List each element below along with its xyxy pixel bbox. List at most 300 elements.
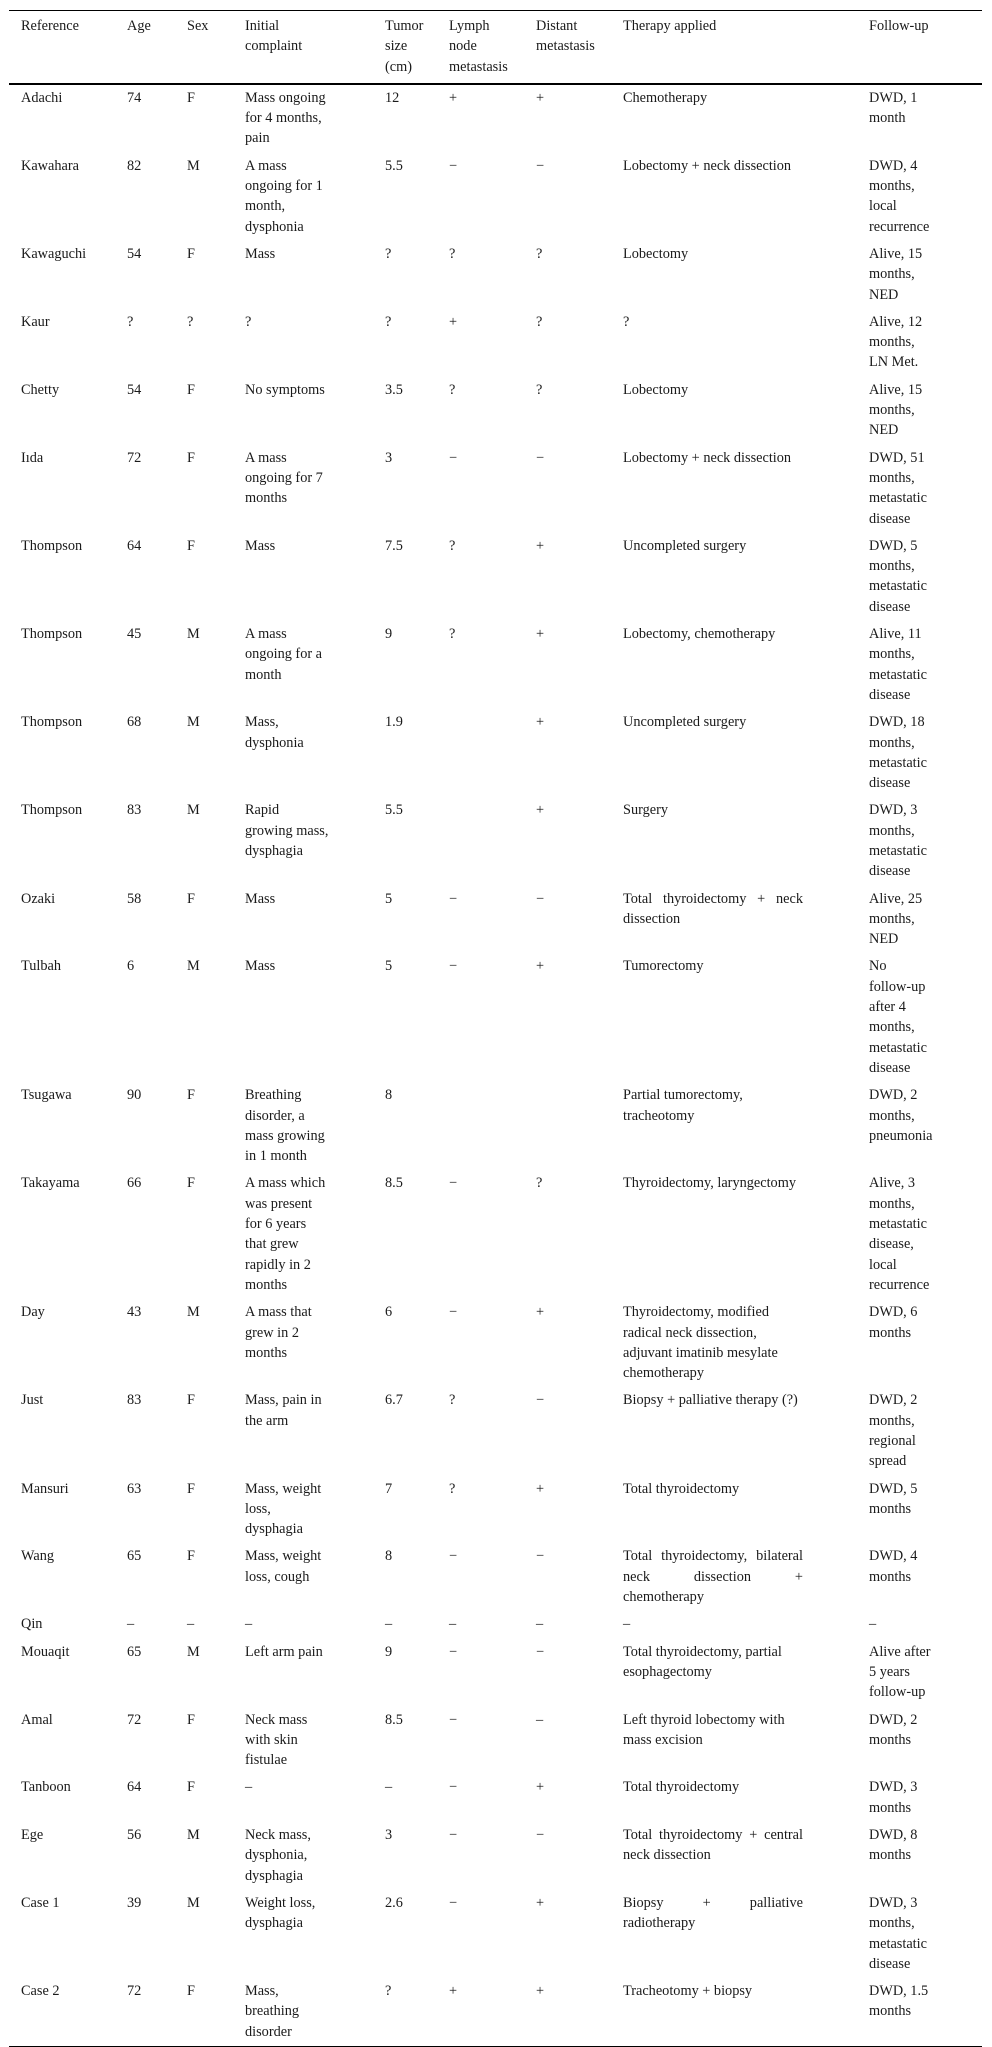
table-row	[9, 445, 982, 533]
cell-text: Alive, 15 months, NED	[869, 245, 923, 303]
cell-therapy-applied	[623, 797, 869, 885]
table-row	[9, 84, 982, 153]
header-reference	[9, 11, 127, 84]
cell-text: DWD, 2 months	[869, 1711, 918, 1748]
table-row	[9, 1707, 982, 1775]
cell-follow-up	[869, 241, 982, 309]
cell-text: Uncompleted surgery	[623, 537, 747, 554]
cell-tumor-size	[385, 1170, 449, 1299]
cell-therapy-applied	[623, 241, 869, 309]
cell-reference	[9, 1543, 127, 1611]
cell-text: Alive, 11 months, metastatic disease	[869, 626, 927, 703]
cell-text: ?	[449, 626, 456, 643]
table-row	[9, 621, 982, 709]
cell-lymph-node-metastasis	[449, 1387, 536, 1475]
cell-text: +	[449, 313, 458, 330]
cell-initial-complaint	[245, 1543, 385, 1611]
cell-text: 54	[127, 245, 142, 262]
cell-tumor-size	[385, 153, 449, 241]
cell-text: 65	[127, 1548, 142, 1565]
header-sex	[187, 11, 245, 84]
cell-initial-complaint	[245, 953, 385, 1082]
cell-text: Case 1	[21, 1894, 60, 1911]
cell-text: Thompson	[21, 714, 83, 731]
cell-follow-up	[869, 533, 982, 621]
cell-lymph-node-metastasis	[449, 1639, 536, 1707]
cell-text: +	[536, 1304, 545, 1321]
cell-initial-complaint	[245, 1978, 385, 2046]
cell-text: Takayama	[21, 1175, 80, 1192]
cell-text: DWD, 3 months, metastatic disease	[869, 802, 927, 880]
cell-text: Mass ongoing for 4 months, pain	[245, 89, 326, 147]
cell-age	[127, 1890, 187, 1978]
cell-lymph-node-metastasis	[449, 533, 536, 621]
cell-text: A mass that grew in 2 months	[245, 1304, 312, 1361]
header-label: Age	[127, 18, 151, 34]
cell-text: DWD, 8 months	[869, 1827, 918, 1864]
cell-age	[127, 153, 187, 241]
table-row	[9, 1476, 982, 1544]
cell-text: 43	[127, 1304, 142, 1321]
cell-therapy-applied	[623, 533, 869, 621]
cell-text: –	[245, 1616, 253, 1633]
cell-text: M	[187, 958, 200, 975]
cell-text: Total thyroidectomy, partial esophagectomy	[623, 1643, 782, 1680]
cell-sex	[187, 1978, 245, 2046]
cell-sex	[187, 1890, 245, 1978]
cell-lymph-node-metastasis	[449, 621, 536, 709]
cell-text: 9	[385, 1643, 393, 1660]
cell-text: 8.5	[385, 1711, 403, 1728]
cell-initial-complaint	[245, 1170, 385, 1299]
cell-text: 2.6	[385, 1894, 403, 1911]
cell-age	[127, 1774, 187, 1822]
cell-text: 82	[127, 157, 142, 174]
cell-sex	[187, 84, 245, 153]
cell-distant-metastasis	[536, 1476, 623, 1544]
cell-follow-up	[869, 84, 982, 153]
cell-sex	[187, 1476, 245, 1544]
cell-age	[127, 445, 187, 533]
cell-reference	[9, 886, 127, 954]
cell-text: Weight loss, dysphagia	[245, 1894, 316, 1932]
cell-initial-complaint	[245, 709, 385, 797]
cell-text: −	[449, 890, 458, 907]
cell-text: M	[187, 157, 200, 174]
cell-text: Case 2	[21, 1983, 60, 2000]
header-lymph-node-metastasis	[449, 11, 536, 84]
cell-follow-up	[869, 445, 982, 533]
cell-text: –	[449, 1616, 457, 1633]
cell-text: −	[449, 157, 458, 174]
cell-tumor-size	[385, 309, 449, 377]
cell-age	[127, 1476, 187, 1544]
cell-sex	[187, 1299, 245, 1387]
cell-reference	[9, 1387, 127, 1475]
header-label: Reference	[21, 18, 79, 34]
cell-text: −	[449, 1548, 458, 1565]
cell-text: Lobectomy, chemotherapy	[623, 626, 776, 643]
cell-text: Total thyroidectomy	[623, 1480, 740, 1497]
cell-distant-metastasis	[536, 1611, 623, 1638]
table-row	[9, 1774, 982, 1822]
cell-text: DWD, 5 months	[869, 1480, 918, 1517]
cell-initial-complaint	[245, 1774, 385, 1822]
header-initial-complaint	[245, 11, 385, 84]
cell-lymph-node-metastasis	[449, 797, 536, 885]
header-label: Tumor size (cm)	[385, 18, 424, 75]
cell-text: Tulbah	[21, 958, 61, 975]
cell-text: 74	[127, 89, 142, 106]
cell-text: Breathing disorder, a mass growing in 1 month	[245, 1087, 325, 1165]
cell-tumor-size	[385, 1822, 449, 1890]
cell-text: F	[187, 245, 195, 262]
cell-therapy-applied	[623, 84, 869, 153]
cell-text: DWD, 5 months, metastatic disease	[869, 537, 927, 615]
cell-distant-metastasis	[536, 1774, 623, 1822]
cell-age	[127, 797, 187, 885]
cell-text: +	[536, 537, 545, 554]
cell-age	[127, 533, 187, 621]
cell-initial-complaint	[245, 1890, 385, 1978]
cell-text: Mass, dysphonia	[245, 714, 304, 751]
cell-initial-complaint	[245, 1707, 385, 1775]
cell-text: +	[536, 802, 545, 819]
cell-text: Adachi	[21, 89, 63, 106]
table-row	[9, 953, 982, 1082]
cell-lymph-node-metastasis	[449, 1890, 536, 1978]
header-follow-up	[869, 11, 982, 84]
cell-text: Surgery	[623, 802, 669, 819]
cell-reference	[9, 1082, 127, 1170]
cell-text: A mass ongoing for 1 month, dysphonia	[245, 157, 323, 235]
cell-lymph-node-metastasis	[449, 1611, 536, 1638]
cell-text: F	[187, 1175, 195, 1192]
cell-text: 3	[385, 449, 393, 466]
header-age	[127, 11, 187, 84]
cell-lymph-node-metastasis	[449, 445, 536, 533]
cell-text: ?	[385, 245, 392, 262]
table-row	[9, 153, 982, 241]
cell-lymph-node-metastasis	[449, 1476, 536, 1544]
cell-tumor-size	[385, 1774, 449, 1822]
cell-text: 7	[385, 1480, 393, 1497]
cell-text: Qin	[21, 1616, 43, 1633]
cell-therapy-applied	[623, 621, 869, 709]
cell-reference	[9, 1774, 127, 1822]
cell-text: +	[536, 1983, 545, 2000]
cell-distant-metastasis	[536, 309, 623, 377]
cell-sex	[187, 1387, 245, 1475]
cell-reference	[9, 1822, 127, 1890]
cell-text: F	[187, 89, 195, 106]
cell-follow-up	[869, 1890, 982, 1978]
cell-text: −	[536, 1827, 545, 1844]
cell-text: −	[449, 1827, 458, 1844]
cell-age	[127, 84, 187, 153]
cell-lymph-node-metastasis	[449, 1543, 536, 1611]
cell-sex	[187, 886, 245, 954]
cell-follow-up	[869, 309, 982, 377]
cell-text: +	[536, 1779, 545, 1796]
cell-text: 5.5	[385, 157, 403, 174]
cell-text: 3	[385, 1827, 393, 1844]
cell-initial-complaint	[245, 621, 385, 709]
cell-text: M	[187, 1304, 200, 1321]
cell-tumor-size	[385, 377, 449, 445]
cell-text: Mass	[245, 245, 276, 262]
table-header	[9, 11, 982, 84]
cell-tumor-size	[385, 1611, 449, 1638]
cell-text: Kaur	[21, 313, 50, 330]
cell-age	[127, 377, 187, 445]
cell-text: –	[869, 1616, 877, 1633]
cell-text: DWD, 3 months	[869, 1779, 918, 1816]
cell-text: Left arm pain	[245, 1643, 323, 1660]
cell-age	[127, 1707, 187, 1775]
cell-lymph-node-metastasis	[449, 309, 536, 377]
cell-text: Alive, 3 months, metastatic disease, local recurrence	[869, 1175, 930, 1293]
cell-follow-up	[869, 1774, 982, 1822]
table-row	[9, 241, 982, 309]
cell-therapy-applied	[623, 709, 869, 797]
cell-text: Mass, breathing disorder	[245, 1983, 299, 2040]
cell-tumor-size	[385, 1707, 449, 1775]
cell-text: −	[449, 449, 458, 466]
cell-initial-complaint	[245, 153, 385, 241]
cell-therapy-applied	[623, 377, 869, 445]
cell-text: F	[187, 1548, 195, 1565]
cell-lymph-node-metastasis	[449, 1707, 536, 1775]
cell-text: Wang	[21, 1548, 54, 1565]
cell-text: Mouaqit	[21, 1643, 70, 1660]
cell-text: F	[187, 381, 195, 398]
cell-text: Mass	[245, 537, 276, 554]
cell-text: −	[449, 1894, 458, 1911]
cell-initial-complaint	[245, 309, 385, 377]
cell-text: –	[385, 1616, 393, 1633]
cell-follow-up	[869, 1822, 982, 1890]
cell-text: –	[245, 1779, 253, 1796]
cell-text: 1.9	[385, 714, 403, 731]
cell-follow-up	[869, 1170, 982, 1299]
table-row	[9, 309, 982, 377]
cell-therapy-applied	[623, 153, 869, 241]
cell-text: 6	[127, 958, 135, 975]
cell-age	[127, 241, 187, 309]
cell-text: –	[536, 1616, 544, 1633]
cell-lymph-node-metastasis	[449, 1978, 536, 2046]
table-row	[9, 1543, 982, 1611]
cell-sex	[187, 1543, 245, 1611]
cell-text: DWD, 6 months	[869, 1304, 918, 1341]
cell-sex	[187, 1639, 245, 1707]
cell-text: ?	[536, 381, 543, 398]
cell-text: DWD, 2 months, regional spread	[869, 1392, 918, 1470]
cell-follow-up	[869, 1978, 982, 2046]
table-row	[9, 1890, 982, 1978]
cell-text: Mass	[245, 890, 276, 907]
cell-initial-complaint	[245, 886, 385, 954]
cell-text: F	[187, 890, 195, 907]
cell-distant-metastasis	[536, 445, 623, 533]
cell-distant-metastasis	[536, 797, 623, 885]
cell-reference	[9, 1978, 127, 2046]
cell-text: 54	[127, 381, 142, 398]
table-row	[9, 1170, 982, 1299]
cell-text: Mass, weight loss, cough	[245, 1548, 322, 1585]
cell-text: –	[536, 1711, 544, 1728]
cell-therapy-applied	[623, 886, 869, 954]
cell-text: Day	[21, 1304, 45, 1321]
cell-text: F	[187, 1983, 195, 2000]
cell-text: 72	[127, 449, 142, 466]
cell-reference	[9, 241, 127, 309]
cell-therapy-applied	[623, 953, 869, 1082]
cell-distant-metastasis	[536, 953, 623, 1082]
cell-text: –	[187, 1616, 195, 1633]
cell-text: M	[187, 1643, 200, 1660]
cell-therapy-applied	[623, 445, 869, 533]
cell-tumor-size	[385, 241, 449, 309]
case-table	[9, 10, 982, 2047]
cell-age	[127, 709, 187, 797]
cell-therapy-applied	[623, 1082, 869, 1170]
cell-therapy-applied	[623, 1611, 869, 1638]
cell-distant-metastasis	[536, 241, 623, 309]
cell-text: Alive, 12 months, LN Met.	[869, 313, 923, 371]
cell-text: 6	[385, 1304, 393, 1321]
header-label: Distant metastasis	[536, 18, 595, 55]
cell-text: 3.5	[385, 381, 403, 398]
cell-text: 66	[127, 1175, 142, 1192]
cell-text: −	[449, 1779, 458, 1796]
cell-text: F	[187, 449, 195, 466]
cell-text: Iıda	[21, 449, 44, 466]
cell-text: 72	[127, 1983, 142, 2000]
cell-follow-up	[869, 1299, 982, 1387]
cell-reference	[9, 153, 127, 241]
cell-text: Total thyroidectomy + central neck dissection	[623, 1827, 803, 1864]
cell-text: DWD, 18 months, metastatic disease	[869, 714, 927, 792]
cell-text: No follow-up after 4 months, metastatic disease	[869, 958, 927, 1076]
cell-follow-up	[869, 153, 982, 241]
cell-text: DWD, 1 month	[869, 89, 918, 127]
cell-follow-up	[869, 953, 982, 1082]
cell-text: No symptoms	[245, 381, 325, 398]
cell-text: 83	[127, 802, 142, 819]
cell-follow-up	[869, 1707, 982, 1775]
cell-text: Biopsy + palliative therapy (?)	[623, 1392, 798, 1409]
cell-therapy-applied	[623, 1299, 869, 1387]
cell-reference	[9, 1170, 127, 1299]
cell-text: 6.7	[385, 1392, 403, 1409]
cell-text: Kawaguchi	[21, 245, 87, 262]
cell-text: –	[385, 1779, 393, 1796]
cell-text: −	[449, 1304, 458, 1321]
cell-text: +	[536, 1894, 545, 1911]
cell-sex	[187, 533, 245, 621]
cell-therapy-applied	[623, 309, 869, 377]
cell-text: 5	[385, 958, 393, 975]
cell-initial-complaint	[245, 1611, 385, 1638]
cell-text: 7.5	[385, 537, 403, 554]
cell-reference	[9, 953, 127, 1082]
cell-text: Lobectomy	[623, 245, 689, 262]
cell-text: ?	[449, 381, 456, 398]
cell-text: +	[536, 626, 545, 643]
cell-text: +	[449, 1983, 458, 2000]
cell-follow-up	[869, 1387, 982, 1475]
cell-sex	[187, 953, 245, 1082]
cell-text: ?	[536, 245, 543, 262]
table-row	[9, 797, 982, 885]
cell-follow-up	[869, 621, 982, 709]
cell-tumor-size	[385, 709, 449, 797]
cell-text: −	[449, 958, 458, 975]
cell-text: ?	[449, 245, 456, 262]
cell-age	[127, 1639, 187, 1707]
cell-age	[127, 621, 187, 709]
cell-text: M	[187, 714, 200, 731]
cell-text: Ege	[21, 1827, 44, 1844]
cell-text: M	[187, 626, 200, 643]
cell-text: 8.5	[385, 1175, 403, 1192]
cell-text: 56	[127, 1827, 142, 1844]
cell-age	[127, 953, 187, 1082]
cell-lymph-node-metastasis	[449, 377, 536, 445]
cell-lymph-node-metastasis	[449, 241, 536, 309]
cell-lymph-node-metastasis	[449, 1299, 536, 1387]
cell-text: DWD, 51 months, metastatic disease	[869, 449, 927, 527]
table-row	[9, 377, 982, 445]
cell-age	[127, 886, 187, 954]
cell-text: Tsugawa	[21, 1087, 72, 1104]
cell-text: ?	[449, 1392, 456, 1409]
cell-reference	[9, 445, 127, 533]
cell-text: M	[187, 1894, 200, 1911]
cell-text: 65	[127, 1643, 142, 1660]
cell-text: F	[187, 1392, 195, 1409]
table-row	[9, 533, 982, 621]
cell-distant-metastasis	[536, 153, 623, 241]
cell-text: +	[536, 89, 545, 106]
cell-text: ?	[623, 313, 630, 330]
cell-sex	[187, 377, 245, 445]
cell-initial-complaint	[245, 241, 385, 309]
cell-age	[127, 1082, 187, 1170]
cell-age	[127, 1299, 187, 1387]
cell-reference	[9, 797, 127, 885]
cell-text: Chemotherapy	[623, 89, 708, 106]
cell-text: Mass, weight loss, dysphagia	[245, 1480, 322, 1538]
cell-lymph-node-metastasis	[449, 886, 536, 954]
cell-age	[127, 1543, 187, 1611]
cell-therapy-applied	[623, 1707, 869, 1775]
header-label: Lymph node metastasis	[449, 18, 508, 75]
cell-reference	[9, 377, 127, 445]
cell-sex	[187, 241, 245, 309]
cell-follow-up	[869, 1082, 982, 1170]
cell-text: Rapid growing mass, dysphagia	[245, 802, 329, 859]
cell-text: ?	[536, 313, 543, 330]
cell-tumor-size	[385, 797, 449, 885]
cell-text: DWD, 4 months	[869, 1548, 918, 1585]
cell-text: Total thyroidectomy	[623, 1779, 740, 1796]
cell-text: 5	[385, 890, 393, 907]
cell-follow-up	[869, 1611, 982, 1638]
cell-text: −	[449, 1175, 458, 1192]
